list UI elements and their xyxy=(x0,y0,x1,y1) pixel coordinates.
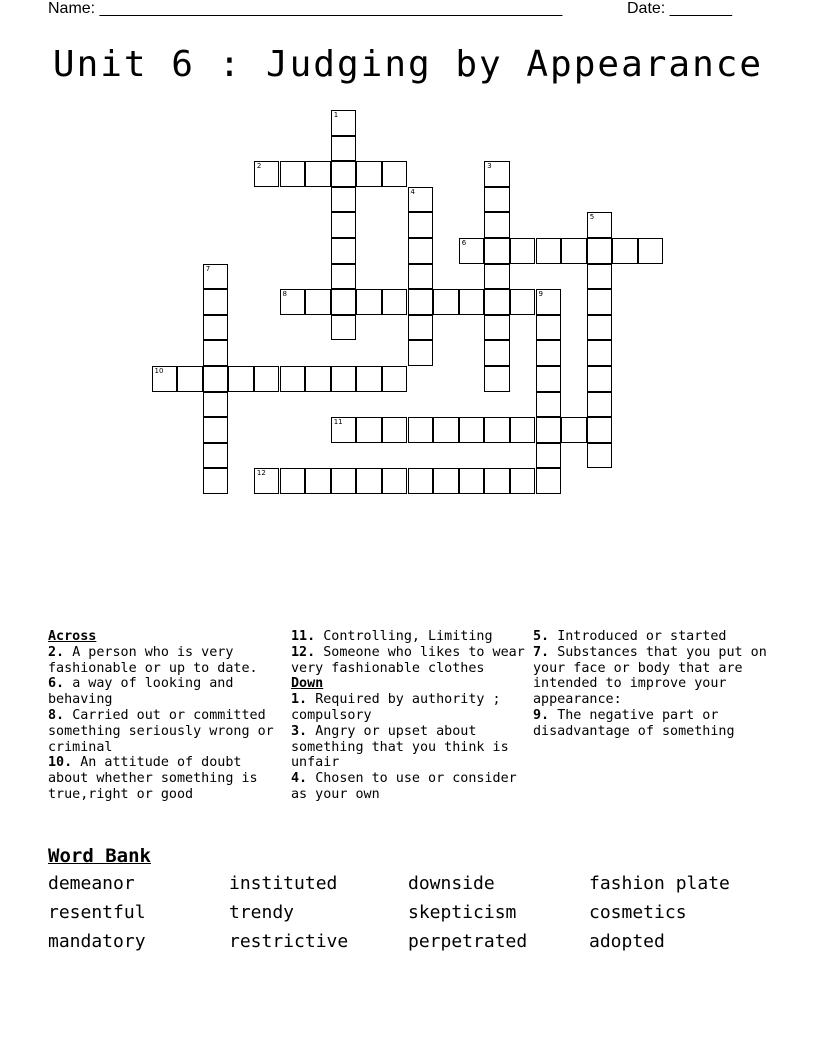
clue-number-label: 9 xyxy=(538,290,543,299)
crossword-cell[interactable] xyxy=(484,417,510,443)
clue-text: a way of looking and behaving xyxy=(48,676,234,708)
crossword-cell[interactable] xyxy=(484,212,510,238)
crossword-cell[interactable] xyxy=(484,289,510,315)
crossword-cell[interactable] xyxy=(484,187,510,213)
clue-text: Chosen to use or consider as your own xyxy=(291,771,517,802)
crossword-cell[interactable] xyxy=(587,443,613,469)
crossword-cell[interactable] xyxy=(408,340,434,366)
clue-number: 8. xyxy=(48,707,65,723)
clue-number-label: 8 xyxy=(282,290,287,299)
clue-number-label: 10 xyxy=(154,367,164,375)
crossword-cell[interactable] xyxy=(254,468,280,494)
crossword-cell[interactable] xyxy=(408,468,434,494)
clue-down-5 xyxy=(533,629,769,645)
crossword-cell[interactable] xyxy=(510,468,536,494)
crossword-cell[interactable] xyxy=(587,417,613,443)
crossword-cell[interactable] xyxy=(203,443,229,469)
crossword-cell[interactable] xyxy=(331,110,357,136)
clue-number: 9. xyxy=(533,707,550,723)
clue-number: 5. xyxy=(533,629,550,644)
clue-number-label: 4 xyxy=(410,187,415,196)
word-bank-word: perpetrated xyxy=(408,931,528,952)
crossword-cell[interactable] xyxy=(587,264,613,290)
crossword-cell[interactable] xyxy=(331,212,357,238)
clue-number-label: 11 xyxy=(333,418,343,427)
word-bank-word: demeanor xyxy=(48,873,135,894)
clue-text: Substances that you put on your face or body that are intended to improve your appearance: xyxy=(533,644,767,708)
down-heading: Down xyxy=(291,676,324,692)
crossword-cell[interactable] xyxy=(561,238,587,264)
crossword-cell[interactable] xyxy=(331,264,357,290)
crossword-cell[interactable] xyxy=(408,238,434,264)
date-line[interactable]: Date: _______ xyxy=(627,0,732,17)
crossword-cell[interactable] xyxy=(536,238,562,264)
clue-down-7 xyxy=(533,645,769,708)
crossword-cell[interactable] xyxy=(331,161,357,187)
crossword-cell[interactable] xyxy=(177,366,203,392)
crossword-cell[interactable] xyxy=(536,417,562,443)
crossword-cell[interactable] xyxy=(408,187,434,213)
clue-number-label: 1 xyxy=(333,111,339,119)
crossword-cell[interactable] xyxy=(203,366,229,392)
word-bank-title: Word Bank xyxy=(48,845,151,867)
clue-text: An attitude of doubt about whether something is true,right or good xyxy=(48,755,258,802)
word-bank-word: resentful xyxy=(48,902,146,923)
clue-down-3 xyxy=(291,724,527,771)
clue-number: 2. xyxy=(48,644,65,660)
crossword-cell[interactable] xyxy=(382,161,408,187)
word-bank-word: instituted xyxy=(229,873,338,894)
word-bank-word: skepticism xyxy=(408,902,517,923)
crossword-cell[interactable] xyxy=(203,264,229,290)
word-bank-word: trendy xyxy=(229,902,295,923)
clue-number-label: 2 xyxy=(256,162,262,171)
clue-text: Angry or upset about something that you think is unfair xyxy=(291,723,509,771)
crossword-cell[interactable] xyxy=(587,315,613,341)
clue-text: The negative part or disadvantage of something xyxy=(533,707,735,739)
clue-column-3 xyxy=(533,629,769,740)
crossword-cell[interactable] xyxy=(587,366,613,392)
crossword-cell[interactable] xyxy=(203,392,229,418)
crossword-cell[interactable] xyxy=(612,238,638,264)
clue-number-label: 5 xyxy=(589,213,595,222)
crossword-cell[interactable] xyxy=(254,161,280,187)
page-title: Unit 6 : Judging by Appearance xyxy=(52,44,764,85)
crossword-cell[interactable] xyxy=(331,366,357,392)
clue-across-6 xyxy=(48,676,284,708)
crossword-cell[interactable] xyxy=(331,417,357,443)
crossword-cell[interactable] xyxy=(305,468,331,494)
crossword-cell[interactable] xyxy=(587,238,613,264)
clue-number: 3. xyxy=(291,723,308,739)
clue-number: 1. xyxy=(291,692,308,708)
clue-number-label: 3 xyxy=(487,162,492,171)
crossword-cell[interactable] xyxy=(382,289,408,315)
crossword-cell[interactable] xyxy=(561,417,587,443)
clue-number-label: 6 xyxy=(461,239,467,247)
word-bank-word: downside xyxy=(408,873,495,894)
clue-column-1 xyxy=(48,629,284,803)
clue-column-2 xyxy=(291,629,527,803)
crossword-cell[interactable] xyxy=(484,161,510,187)
word-bank-word: restrictive xyxy=(229,931,349,952)
crossword-cell[interactable] xyxy=(459,289,485,315)
clue-number: 6. xyxy=(48,676,65,692)
crossword-cell[interactable] xyxy=(484,366,510,392)
crossword-cell[interactable] xyxy=(228,366,254,392)
crossword-cell[interactable] xyxy=(408,417,434,443)
word-bank-word: cosmetics xyxy=(589,902,687,923)
crossword-cell[interactable] xyxy=(305,366,331,392)
crossword-cell[interactable] xyxy=(510,417,536,443)
crossword-cell[interactable] xyxy=(331,468,357,494)
crossword-cell[interactable] xyxy=(280,366,306,392)
crossword-cell[interactable] xyxy=(459,238,485,264)
crossword-cell[interactable] xyxy=(331,187,357,213)
clue-number-label: 12 xyxy=(256,469,266,478)
across-heading: Across xyxy=(48,629,97,644)
crossword-cell[interactable] xyxy=(536,468,562,494)
crossword-cell[interactable] xyxy=(536,366,562,392)
clue-number: 7. xyxy=(533,644,550,660)
clue-text: Introduced or started xyxy=(557,629,727,644)
crossword-cell[interactable] xyxy=(484,238,510,264)
clue-across-8 xyxy=(48,708,284,755)
crossword-cell[interactable] xyxy=(356,468,382,494)
crossword-cell[interactable] xyxy=(203,468,229,494)
clue-across-11 xyxy=(291,629,527,645)
crossword-cell[interactable] xyxy=(408,212,434,238)
crossword-cell[interactable] xyxy=(408,264,434,290)
crossword-cell[interactable] xyxy=(433,289,459,315)
crossword-cell[interactable] xyxy=(331,315,357,341)
clue-down-4 xyxy=(291,771,527,803)
crossword-cell[interactable] xyxy=(484,264,510,290)
crossword-cell[interactable] xyxy=(433,468,459,494)
clue-number: 10. xyxy=(48,755,73,771)
crossword-cell[interactable] xyxy=(254,366,280,392)
crossword-cell[interactable] xyxy=(587,212,613,238)
crossword-cell[interactable] xyxy=(382,468,408,494)
clue-across-2 xyxy=(48,645,284,677)
clue-number: 12. xyxy=(291,644,316,660)
crossword-cell[interactable] xyxy=(280,468,306,494)
crossword-cell[interactable] xyxy=(510,289,536,315)
word-bank-word: fashion plate xyxy=(589,873,730,894)
clue-across-12 xyxy=(291,645,527,677)
crossword-cell[interactable] xyxy=(587,289,613,315)
crossword-cell[interactable] xyxy=(203,340,229,366)
crossword-cell[interactable] xyxy=(356,417,382,443)
crossword-cell[interactable] xyxy=(280,289,306,315)
crossword-cell[interactable] xyxy=(408,289,434,315)
crossword-cell[interactable] xyxy=(331,136,357,162)
crossword-cell[interactable] xyxy=(382,366,408,392)
crossword-cell[interactable] xyxy=(484,468,510,494)
clue-text: A person who is very fashionable or up to date. xyxy=(48,644,258,676)
clue-number: 11. xyxy=(291,629,316,644)
crossword-cell[interactable] xyxy=(510,238,536,264)
crossword-cell[interactable] xyxy=(356,366,382,392)
crossword-cell[interactable] xyxy=(536,340,562,366)
crossword-cell[interactable] xyxy=(356,161,382,187)
crossword-cell[interactable] xyxy=(305,289,331,315)
crossword-cell[interactable] xyxy=(536,289,562,315)
crossword-cell[interactable] xyxy=(484,315,510,341)
crossword-cell[interactable] xyxy=(536,392,562,418)
clue-across-10 xyxy=(48,755,284,802)
crossword-cell[interactable] xyxy=(280,161,306,187)
clue-text: Controlling, Limiting xyxy=(323,629,493,644)
crossword-cell[interactable] xyxy=(203,315,229,341)
clue-down-1 xyxy=(291,692,527,724)
clue-number-label: 7 xyxy=(205,264,211,273)
crossword-cell[interactable] xyxy=(433,417,459,443)
clue-text: Someone who likes to wear very fashionable clothes xyxy=(291,644,525,676)
crossword-cell[interactable] xyxy=(356,289,382,315)
crossword-cell[interactable] xyxy=(203,417,229,443)
crossword-cell[interactable] xyxy=(305,161,331,187)
crossword-cell[interactable] xyxy=(203,289,229,315)
clue-text: Carried out or committed something seriously wrong or criminal xyxy=(48,707,274,755)
crossword-cell[interactable] xyxy=(408,315,434,341)
crossword-cell[interactable] xyxy=(484,340,510,366)
crossword-cell[interactable] xyxy=(587,340,613,366)
name-line[interactable]: Name: ____________________________________________________ xyxy=(48,0,563,17)
crossword-cell[interactable] xyxy=(331,238,357,264)
crossword-cell[interactable] xyxy=(382,417,408,443)
crossword-cell[interactable] xyxy=(459,417,485,443)
crossword-cell[interactable] xyxy=(331,289,357,315)
clue-text: Required by authority ; compulsory xyxy=(291,692,501,723)
crossword-cell[interactable] xyxy=(587,392,613,418)
crossword-grid xyxy=(0,0,816,520)
crossword-cell[interactable] xyxy=(536,315,562,341)
crossword-cell[interactable] xyxy=(459,468,485,494)
clue-number: 4. xyxy=(291,771,308,787)
word-bank-word: mandatory xyxy=(48,931,146,952)
crossword-cell[interactable] xyxy=(638,238,664,264)
crossword-cell[interactable] xyxy=(536,443,562,469)
word-bank-word: adopted xyxy=(589,931,665,952)
crossword-cell[interactable] xyxy=(152,366,178,392)
clue-down-9 xyxy=(533,708,769,740)
